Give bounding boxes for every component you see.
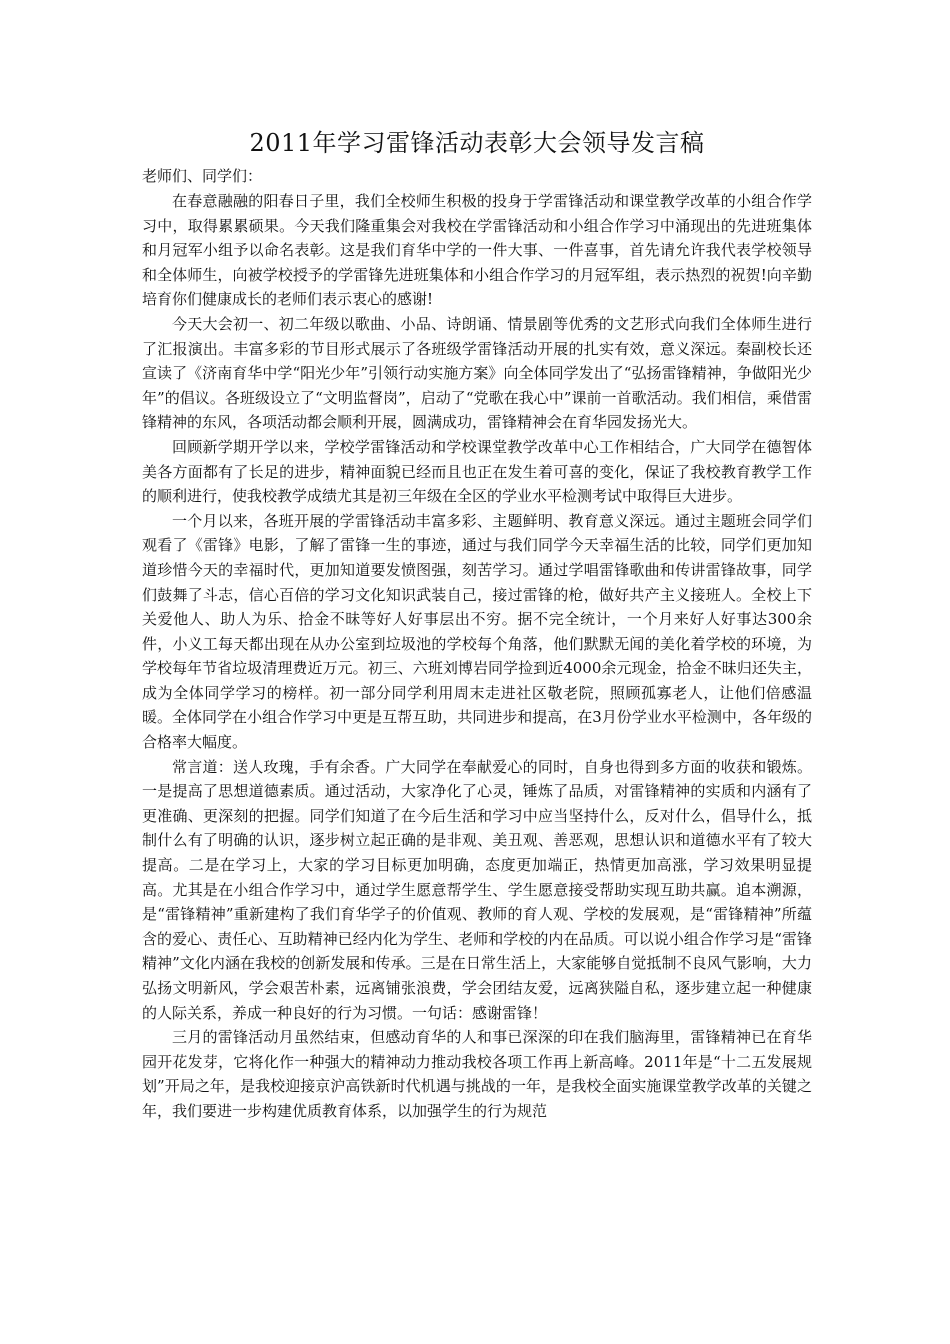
paragraph-4: 一个月以来，各班开展的学雷锋活动丰富多彩、主题鲜明、教育意义深远。通过主题班会同学们观看了《雷锋》电影，了解了雷锋一生的事迹，通过与我们同学今天幸福生活的比较，同学们更加知道珍惜今天的幸福时代，更加知道要发愤图强，刻苦学习。通过学唱雷锋歌曲和传讲雷锋故事，同学们鼓舞了斗志，信心百倍的学习文化知识武装自己，接过雷锋的枪，做好共产主义接班人。全校上下关爱他人、助人为乐、拾金不昧等好人好事层出不穷。据不完全统计，一个月来好人好事达300余件，小义工每天都出现在从办公室到垃圾池的学校每个角落，他们默默无闻的美化着学校的环境，为学校每年节省垃圾清理费近万元。初三、六班刘博岩同学捡到近4000余元现金，拾金不昧归还失主，成为全体同学学习的榜样。初一部分同学利用周末走进社区敬老院，照顾孤寡老人，让他们倍感温暖。全体同学在小组合作学习中更是互帮互助，共同进步和提高，在3月份学业水平检测中，各年级的合格率大幅度。 xyxy=(142,511,812,752)
paragraph-6: 三月的雷锋活动月虽然结束，但感动育华的人和事已深深的印在我们脑海里，雷锋精神已在育华园开花发芽，它将化作一种强大的精神动力推动我校各项工作再上新高峰。2011年是“十二五发展规划”开局之年，是我校迎接京沪高铁新时代机遇与挑战的一年，是我校全面实施课堂教学改革的关键之年，我们要进一步构建优质教育体系，以加强学生的行为规范 xyxy=(142,1028,812,1120)
salutation: 老师们、同学们： xyxy=(142,167,263,185)
paragraph-2: 今天大会初一、初二年级以歌曲、小品、诗朗诵、情景剧等优秀的文艺形式向我们全体师生进行了汇报演出。丰富多彩的节目形式展示了各班级学雷锋活动开展的扎实有效，意义深远。秦副校长还宣读了《济南育华中学“阳光少年”引领行动实施方案》向全体同学发出了“弘扬雷锋精神，争做阳光少年”的倡议。各班级设立了“文明监督岗”，启动了“党歌在我心中”课前一首歌活动。我们相信，乘借雷锋精神的东风，各项活动都会顺利开展，圆满成功，雷锋精神会在育华园发扬光大。 xyxy=(142,314,812,432)
paragraph-3: 回顾新学期开学以来，学校学雷锋活动和学校课堂教学改革中心工作相结合，广大同学在德智体美各方面都有了长足的进步，精神面貌已经而且也正在发生着可喜的变化，保证了我校教育教学工作的顺利进行，使我校教学成绩尤其是初三年级在全区的学业水平检测考试中取得巨大进步。 xyxy=(142,437,812,506)
paragraph-1: 在春意融融的阳春日子里，我们全校师生积极的投身于学雷锋活动和课堂教学改革的小组合作学习中，取得累累硕果。今天我们隆重集会对我校在学雷锋活动和小组合作学习中涌现出的先进班集体和月冠军小组予以命名表彰。这是我们育华中学的一件大事、一件喜事，首先请允许我代表学校领导和全体师生，向被学校授予的学雷锋先进班集体和小组合作学习的月冠军组，表示热烈的祝贺!向辛勤培育你们健康成长的老师们表示衷心的感谢! xyxy=(142,192,812,309)
document-page xyxy=(142,126,812,1124)
paragraph-5: 常言道：送人玫瑰，手有余香。广大同学在奉献爱心的同时，自身也得到多方面的收获和锻炼。一是提高了思想道德素质。通过活动，大家净化了心灵，锤炼了品质，对雷锋精神的实质和内涵有了更准确、更深刻的把握。同学们知道了在今后生活和学习中应当坚持什么，反对什么，倡导什么，抵制什么有了明确的认识，逐步树立起正确的是非观、美丑观、善恶观，思想认识和道德水平有了较大提高。二是在学习上，大家的学习目标更加明确，态度更加端正，热情更加高涨，学习效果明显提高。尤其是在小组合作学习中，通过学生愿意帮学生、学生愿意接受帮助实现互助共赢。追本溯源，是“雷锋精神”重新建构了我们育华学子的价值观、教师的育人观、学校的发展观，是“雷锋精神”所蕴含的爱心、责任心、互助精神已经内化为学生、老师和学校的内在品质。可以说小组合作学习是“雷锋精神”文化内涵在我校的创新发展和传承。三是在日常生活上，大家能够自觉抵制不良风气影响，大力弘扬文明新风，学会艰苦朴素，远离铺张浪费，学会团结友爱，远离狭隘自私，逐步建立起一种健康的人际关系，养成一种良好的行为习惯。一句话：感谢雷锋！ xyxy=(142,757,812,1022)
document-title: 2011年学习雷锋活动表彰大会领导发言稿 xyxy=(249,129,705,157)
